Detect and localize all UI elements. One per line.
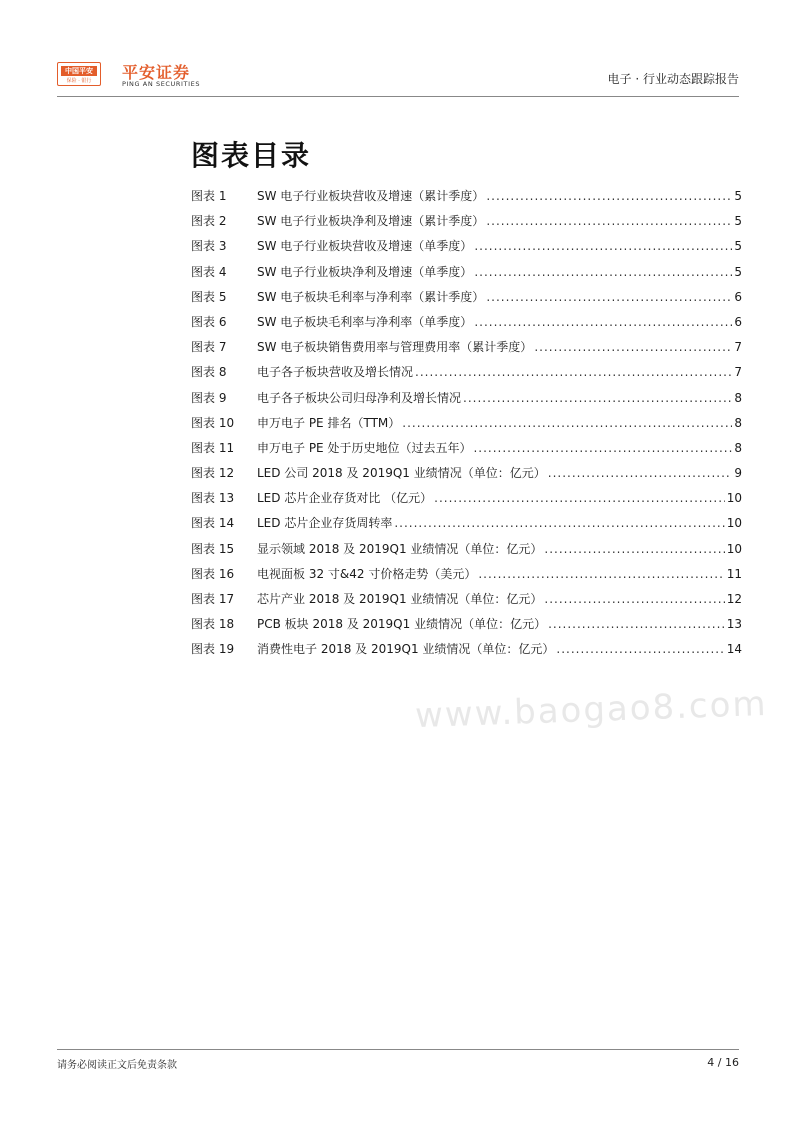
toc-entry[interactable] xyxy=(191,187,742,212)
toc-page-number: 10 xyxy=(726,516,742,531)
toc-dot-leader xyxy=(486,189,732,203)
toc-entry[interactable] xyxy=(191,565,742,590)
toc-dot-leader xyxy=(486,290,732,304)
toc-figure-number: 图表 15 xyxy=(191,541,235,556)
toc-entry[interactable] xyxy=(191,590,742,615)
toc-figure-title: 电视面板 32 寸&42 寸价格走势（美元） xyxy=(257,566,477,581)
toc-page-number: 6 xyxy=(734,289,742,304)
toc-figure-number: 图表 8 xyxy=(191,365,227,380)
toc-page-number: 5 xyxy=(734,214,742,229)
toc-page-number: 5 xyxy=(734,189,742,203)
toc-page-number: 12 xyxy=(726,592,742,606)
toc-entry[interactable] xyxy=(191,263,742,288)
toc-page-number: 7 xyxy=(734,365,742,380)
figure-index-list xyxy=(191,187,742,666)
toc-entry[interactable] xyxy=(191,514,742,539)
toc-figure-title: 申万电子 PE 处于历史地位（过去五年） xyxy=(257,440,472,455)
toc-figure-title: SW 电子板块毛利率与净利率（累计季度） xyxy=(257,289,485,304)
toc-entry[interactable] xyxy=(191,389,742,414)
toc-figure-number: 图表 1 xyxy=(191,189,227,203)
page-title: 图表目录 xyxy=(191,139,312,172)
toc-figure-number: 图表 19 xyxy=(191,642,235,657)
toc-figure-title: 电子各子板块营收及增长情况 xyxy=(257,365,414,380)
toc-entry[interactable] xyxy=(191,439,742,464)
toc-dot-leader xyxy=(474,265,732,279)
toc-figure-title: 消费性电子 2018 及 2019Q1 业绩情况（单位：亿元） xyxy=(257,642,555,657)
toc-dot-leader xyxy=(474,315,732,329)
toc-figure-number: 图表 6 xyxy=(191,314,227,329)
toc-page-number: 5 xyxy=(734,264,742,279)
toc-figure-title: SW 电子板块毛利率与净利率（单季度） xyxy=(257,314,473,329)
toc-dot-leader xyxy=(478,567,724,581)
toc-dot-leader xyxy=(544,592,724,606)
toc-page-number: 5 xyxy=(734,239,742,254)
toc-figure-title: 显示领域 2018 及 2019Q1 业绩情况（单位：亿元） xyxy=(257,541,543,556)
toc-page-number: 7 xyxy=(734,340,742,355)
toc-page-number: 14 xyxy=(726,642,742,657)
toc-entry[interactable] xyxy=(191,313,742,338)
toc-entry[interactable] xyxy=(191,414,742,439)
report-type-label: 电子 · 行业动态跟踪报告 xyxy=(607,72,739,86)
toc-dot-leader xyxy=(474,239,732,253)
disclaimer-note: 请务必阅读正文后免责条款 xyxy=(57,1060,177,1071)
watermark: www.baogao8.com xyxy=(414,683,769,737)
toc-dot-leader xyxy=(402,416,732,430)
toc-figure-number: 图表 13 xyxy=(191,491,235,506)
toc-entry[interactable] xyxy=(191,615,742,640)
toc-page-number: 13 xyxy=(726,617,742,632)
toc-dot-leader xyxy=(394,516,724,530)
toc-entry[interactable] xyxy=(191,338,742,363)
toc-figure-number: 图表 11 xyxy=(191,440,235,455)
toc-page-number: 9 xyxy=(734,466,742,481)
toc-dot-leader xyxy=(556,642,724,656)
toc-figure-title: 芯片产业 2018 及 2019Q1 业绩情况（单位：亿元） xyxy=(257,592,543,606)
toc-dot-leader xyxy=(415,365,732,379)
toc-figure-title: SW 电子板块销售费用率与管理费用率（累计季度） xyxy=(257,340,533,355)
company-logo-english: PING AN SECURITIES xyxy=(122,80,201,88)
toc-figure-number: 图表 3 xyxy=(191,239,227,254)
toc-entry[interactable] xyxy=(191,288,742,313)
logo-badge-text: 中国平安 xyxy=(61,66,97,76)
ping-an-logo-badge xyxy=(57,62,101,86)
toc-figure-number: 图表 5 xyxy=(191,289,227,304)
toc-figure-number: 图表 4 xyxy=(191,264,227,279)
toc-entry[interactable] xyxy=(191,464,742,489)
toc-entry[interactable] xyxy=(191,212,742,237)
toc-dot-leader xyxy=(544,542,724,556)
toc-dot-leader xyxy=(473,441,732,455)
toc-figure-number: 图表 2 xyxy=(191,214,227,229)
toc-dot-leader xyxy=(486,214,732,228)
logo-badge-subtext: 保险 · 银行 xyxy=(66,78,92,84)
page-number: 4 / 16 xyxy=(707,1056,739,1069)
toc-figure-title: SW 电子行业板块营收及增速（累计季度） xyxy=(257,189,485,203)
toc-entry[interactable] xyxy=(191,237,742,262)
toc-figure-title: 电子各子板块公司归母净利及增长情况 xyxy=(257,390,462,405)
toc-figure-title: LED 芯片企业存货周转率 xyxy=(257,516,393,531)
toc-figure-title: LED 芯片企业存货对比 （亿元） xyxy=(257,491,433,506)
toc-figure-title: SW 电子行业板块营收及增速（单季度） xyxy=(257,239,473,254)
toc-figure-number: 图表 9 xyxy=(191,390,227,405)
toc-dot-leader xyxy=(434,491,725,505)
toc-page-number: 8 xyxy=(734,390,742,405)
toc-figure-title: SW 电子行业板块净利及增速（单季度） xyxy=(257,264,473,279)
toc-page-number: 8 xyxy=(734,415,742,430)
toc-figure-number: 图表 16 xyxy=(191,566,235,581)
toc-figure-title: SW 电子行业板块净利及增速（累计季度） xyxy=(257,214,485,229)
toc-dot-leader xyxy=(463,391,732,405)
toc-dot-leader xyxy=(548,466,733,480)
page-header xyxy=(57,62,739,92)
company-logo-name: 平安证券 xyxy=(122,63,191,82)
toc-page-number: 11 xyxy=(726,566,742,581)
toc-entry[interactable] xyxy=(191,540,742,565)
toc-figure-title: LED 公司 2018 及 2019Q1 业绩情况（单位：亿元） xyxy=(257,466,546,481)
toc-page-number: 6 xyxy=(734,314,742,329)
toc-figure-title: 申万电子 PE 排名（TTM） xyxy=(257,415,401,430)
toc-figure-number: 图表 18 xyxy=(191,617,235,632)
toc-figure-number: 图表 17 xyxy=(191,592,235,606)
toc-entry[interactable] xyxy=(191,489,742,514)
toc-figure-number: 图表 7 xyxy=(191,340,227,355)
toc-figure-number: 图表 12 xyxy=(191,466,235,481)
toc-entry[interactable] xyxy=(191,363,742,388)
toc-figure-title: PCB 板块 2018 及 2019Q1 业绩情况（单位：亿元） xyxy=(257,617,547,632)
toc-page-number: 10 xyxy=(726,541,742,556)
toc-figure-number: 图表 14 xyxy=(191,516,235,531)
toc-entry[interactable] xyxy=(191,640,742,665)
toc-dot-leader xyxy=(534,340,732,354)
toc-dot-leader xyxy=(548,617,725,631)
toc-page-number: 8 xyxy=(734,440,742,455)
footer-divider xyxy=(57,1049,739,1050)
toc-figure-number: 图表 10 xyxy=(191,415,235,430)
header-divider xyxy=(57,96,739,97)
toc-page-number: 10 xyxy=(726,491,742,506)
